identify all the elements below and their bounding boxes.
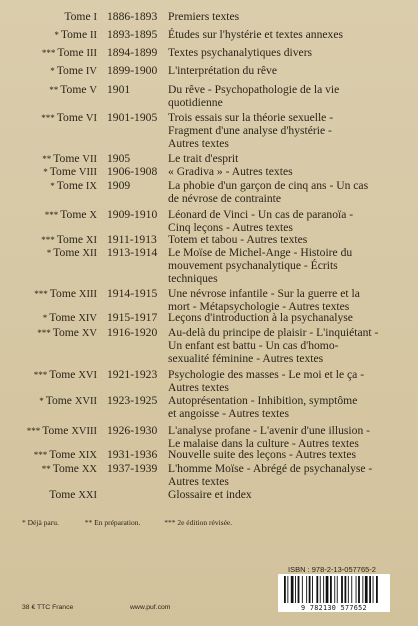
- tome-years: 1899-1900: [107, 64, 158, 77]
- status-stars: *: [50, 66, 55, 76]
- tome-title-line: Autres textes: [168, 475, 229, 488]
- tome-title: [168, 287, 382, 313]
- tome-title-line: Une névrose infantile - Sur la guerre et la: [168, 287, 360, 300]
- tome-label: [0, 394, 97, 408]
- tome-title-line: Du rêve - Psychopathologie de la vie: [168, 83, 340, 96]
- tome-years: 1909-1910: [107, 208, 158, 221]
- tome-label: [0, 111, 97, 125]
- tome-word: Tome: [49, 287, 77, 300]
- tome-word: Tome: [49, 165, 77, 178]
- tome-title: [168, 10, 382, 23]
- barcode-bar: [358, 576, 360, 603]
- tome-word: Tome: [60, 83, 87, 96]
- barcode-bar: [362, 576, 363, 603]
- tome-word: Tome: [42, 424, 69, 437]
- tome-title-line: Glossaire et index: [168, 488, 252, 501]
- tome-label: [0, 46, 97, 60]
- tome-title-line: Études sur l'hystérie et textes annexes: [168, 28, 343, 41]
- tome-title-line: Cinq leçons - Autres textes: [168, 221, 293, 234]
- tome-title: [168, 326, 382, 365]
- tome-number: XIV: [78, 313, 97, 324]
- tome-word: Tome: [52, 326, 79, 339]
- footnote-published: * Déjà paru.: [22, 518, 59, 527]
- tome-word: Tome: [56, 64, 83, 77]
- tome-title-line: Fragment d'une analyse d'hystérie -: [168, 124, 332, 137]
- tome-title-line: Premiers textes: [168, 10, 240, 23]
- price: 38 € TTC France: [22, 604, 74, 611]
- tome-number: III: [86, 48, 97, 59]
- tome-label: [0, 488, 97, 502]
- tome-number: II: [90, 30, 97, 41]
- tome-title: [168, 448, 382, 461]
- status-stars: **: [49, 85, 59, 95]
- tome-label: [0, 287, 97, 301]
- tome-years: 1913-1914: [107, 246, 158, 259]
- tome-title-line: Psychologie des masses - Le moi et le ça -: [168, 368, 365, 381]
- tome-number: VIII: [78, 167, 97, 178]
- barcode-bar: [337, 576, 338, 603]
- tome-word: Tome: [64, 10, 91, 23]
- tome-years: 1921-1923: [107, 368, 158, 381]
- status-stars: **: [41, 464, 51, 474]
- tome-title: [168, 394, 382, 420]
- barcode-bar: [295, 576, 296, 603]
- status-stars: ***: [33, 450, 48, 460]
- tome-number: XV: [81, 328, 97, 339]
- tome-number: VII: [82, 154, 97, 165]
- tome-years: 1909: [107, 179, 131, 192]
- tome-title: [168, 165, 382, 178]
- tome-word: Tome: [49, 368, 76, 381]
- status-stars: ***: [41, 113, 55, 123]
- barcode-bars: [282, 576, 386, 603]
- tome-title: [168, 233, 382, 246]
- barcode-bar: [351, 576, 352, 603]
- tome-label: [0, 448, 97, 462]
- tome-years: 1916-1920: [107, 326, 158, 339]
- tome-years: 1894-1899: [107, 46, 158, 59]
- barcode-bar: [356, 576, 357, 603]
- tome-word: Tome: [60, 208, 87, 221]
- tome-years: 1926-1930: [107, 424, 158, 437]
- tome-word: Tome: [53, 152, 80, 165]
- tome-title-line: Autres textes: [168, 137, 229, 150]
- tome-title-line: Autoprésentation - Inhibition, symptôme: [168, 394, 358, 407]
- tome-label: [0, 165, 97, 179]
- tome-label: [0, 233, 97, 247]
- tome-label: [0, 326, 97, 340]
- barcode-bar: [309, 576, 311, 603]
- tome-title: [168, 311, 382, 324]
- tome-number: XVIII: [71, 426, 97, 437]
- status-stars: ***: [26, 426, 41, 436]
- tome-years: 1886-1893: [107, 10, 158, 23]
- tome-years: 1923-1925: [107, 394, 158, 407]
- tome-label: [0, 246, 97, 260]
- tome-years: 1905: [107, 152, 131, 165]
- status-stars: ***: [33, 370, 48, 380]
- tome-number: X: [89, 210, 97, 221]
- tome-title: [168, 488, 382, 501]
- barcode-digits: 9 782130 577652: [301, 604, 367, 612]
- barcode-bar: [323, 576, 324, 603]
- tome-title: [168, 83, 382, 109]
- tome-number: VI: [85, 113, 97, 124]
- tome-label: [0, 462, 97, 476]
- tome-word: Tome: [56, 111, 83, 124]
- isbn: ISBN : 978-2-13-057765-2: [288, 565, 376, 574]
- status-stars: *: [46, 248, 52, 258]
- tome-word: Tome: [57, 46, 84, 59]
- tome-years: 1901: [107, 83, 131, 96]
- tome-number: XI: [85, 235, 97, 246]
- tome-word: Tome: [56, 233, 83, 246]
- barcode-bar: [348, 576, 349, 603]
- tome-title: [168, 64, 382, 77]
- tome-word: Tome: [49, 311, 76, 324]
- tome-word: Tome: [52, 462, 79, 475]
- tome-number: XVII: [74, 396, 97, 407]
- tome-title: [168, 111, 382, 150]
- status-stars: ***: [41, 48, 56, 58]
- tome-label: [0, 368, 97, 382]
- tome-title-line: La phobie d'un garçon de cinq ans - Un cas: [168, 179, 369, 192]
- tome-number: XII: [82, 248, 97, 259]
- tome-number: XX: [81, 464, 97, 475]
- tome-word: Tome: [49, 448, 76, 461]
- barcode-bar: [320, 576, 321, 603]
- barcode-bar: [302, 576, 303, 603]
- tome-title-line: Totem et tabou - Autres textes: [168, 233, 308, 246]
- status-stars: ***: [34, 289, 48, 299]
- tome-number: IX: [85, 181, 97, 192]
- tome-years: 1893-1895: [107, 28, 158, 41]
- status-stars: *: [42, 313, 48, 323]
- tome-title-line: et angoisse - Autres textes: [168, 407, 290, 420]
- barcode-bar: [341, 576, 343, 603]
- status-stars: ***: [41, 235, 55, 245]
- tome-label: [0, 424, 97, 438]
- tome-title-line: « Gradiva » - Autres textes: [168, 165, 293, 178]
- tome-title-line: de névrose de contrainte: [168, 192, 281, 205]
- barcode-bar: [284, 576, 286, 603]
- tome-title: [168, 462, 382, 488]
- tome-years: 1915-1917: [107, 311, 158, 324]
- barcode-bar: [376, 576, 378, 603]
- tome-title-line: L'interprétation du rêve: [168, 64, 277, 77]
- tome-label: [0, 152, 97, 166]
- tome-title: [168, 208, 382, 234]
- tome-title-line: Léonard de Vinci - Un cas de paranoïa -: [168, 208, 354, 221]
- barcode-bar: [369, 576, 371, 603]
- publisher-url: www.puf.com: [130, 604, 171, 611]
- tome-years: 1906-1908: [107, 165, 158, 178]
- tome-years: 1931-1936: [107, 448, 158, 461]
- barcode-bar: [306, 576, 307, 603]
- barcode: [278, 574, 390, 612]
- tome-title-line: quotidienne: [168, 96, 223, 109]
- status-stars: *: [39, 396, 44, 406]
- tome-number: XVI: [78, 370, 97, 381]
- tome-title-line: Un enfant est battu - Un cas d'homo-: [168, 339, 339, 352]
- barcode-bar: [334, 576, 335, 603]
- tome-word: Tome: [56, 179, 83, 192]
- tome-number: XXI: [78, 490, 97, 501]
- barcode-bar: [345, 576, 347, 603]
- footnote-revised-edition: *** 2e édition révisée.: [164, 518, 233, 527]
- barcode-bar: [298, 576, 300, 603]
- footnote-in-preparation: ** En préparation.: [84, 518, 141, 527]
- tome-years: 1937-1939: [107, 462, 158, 475]
- tome-word: Tome: [49, 488, 76, 501]
- tome-title: [168, 152, 382, 165]
- tome-number: V: [89, 85, 97, 96]
- tome-label: [0, 28, 97, 42]
- tome-label: [0, 10, 97, 24]
- tome-title-line: Le trait d'esprit: [168, 152, 239, 165]
- tome-title-line: Le Moïse de Michel-Ange - Histoire du: [168, 246, 353, 259]
- tome-label: [0, 208, 97, 222]
- tome-title-line: Au-delà du principe de plaisir - L'inquiétant -: [168, 326, 379, 339]
- status-stars: *: [43, 167, 48, 177]
- tome-years: 1901-1905: [107, 111, 158, 124]
- barcode-bar: [316, 576, 318, 603]
- footnotes: [22, 518, 402, 527]
- barcode-bar: [312, 576, 313, 603]
- tome-title-line: Nouvelle suite des leçons - Autres textes: [168, 448, 357, 461]
- tome-number: I: [93, 12, 97, 23]
- barcode-bar: [287, 576, 288, 603]
- tome-title: [168, 28, 382, 41]
- tome-title-line: Autres textes: [168, 381, 229, 394]
- tome-label: [0, 311, 97, 325]
- tome-title-line: L'homme Moïse - Abrégé de psychanalyse -: [168, 462, 373, 475]
- status-stars: ***: [37, 328, 51, 338]
- tome-title-line: Le malaise dans la culture - Autres textes: [168, 437, 359, 450]
- tome-word: Tome: [45, 394, 72, 407]
- tome-label: [0, 83, 97, 97]
- tome-word: Tome: [60, 28, 88, 41]
- tome-title-line: techniques: [168, 272, 218, 285]
- tome-title: [168, 246, 382, 285]
- tome-title-line: mort - Métapsychologie - Autres textes: [168, 300, 350, 313]
- tome-label: [0, 179, 97, 193]
- tome-title: [168, 46, 382, 59]
- tome-title-line: Textes psychanalytiques divers: [168, 46, 313, 59]
- tome-title: [168, 424, 382, 450]
- status-stars: **: [42, 154, 52, 164]
- status-stars: ***: [44, 210, 59, 220]
- tome-title-line: Trois essais sur la théorie sexuelle -: [168, 111, 334, 124]
- tome-years: 1914-1915: [107, 287, 158, 300]
- tome-title-line: Leçons d'introduction à la psychanalyse: [168, 311, 353, 324]
- tome-title-line: mouvement psychanalytique - Écrits: [168, 259, 338, 272]
- barcode-bar: [365, 576, 368, 603]
- tome-title-line: L'analyse profane - L'avenir d'une illusion -: [168, 424, 371, 437]
- tome-title: [168, 368, 382, 394]
- tome-word: Tome: [53, 246, 80, 259]
- barcode-bar: [330, 576, 332, 603]
- status-stars: *: [50, 181, 55, 191]
- tome-years: 1911-1913: [107, 233, 157, 246]
- tome-number: XIX: [78, 450, 97, 461]
- tome-label: [0, 64, 97, 78]
- tome-number: XIII: [78, 289, 97, 300]
- tome-title: [168, 179, 382, 205]
- status-stars: *: [54, 30, 59, 40]
- barcode-bar: [373, 576, 374, 603]
- barcode-bar: [326, 576, 329, 603]
- barcode-bar: [291, 576, 294, 603]
- tome-number: IV: [85, 66, 97, 77]
- tome-title-line: sexualité féminine - Autres textes: [168, 352, 324, 365]
